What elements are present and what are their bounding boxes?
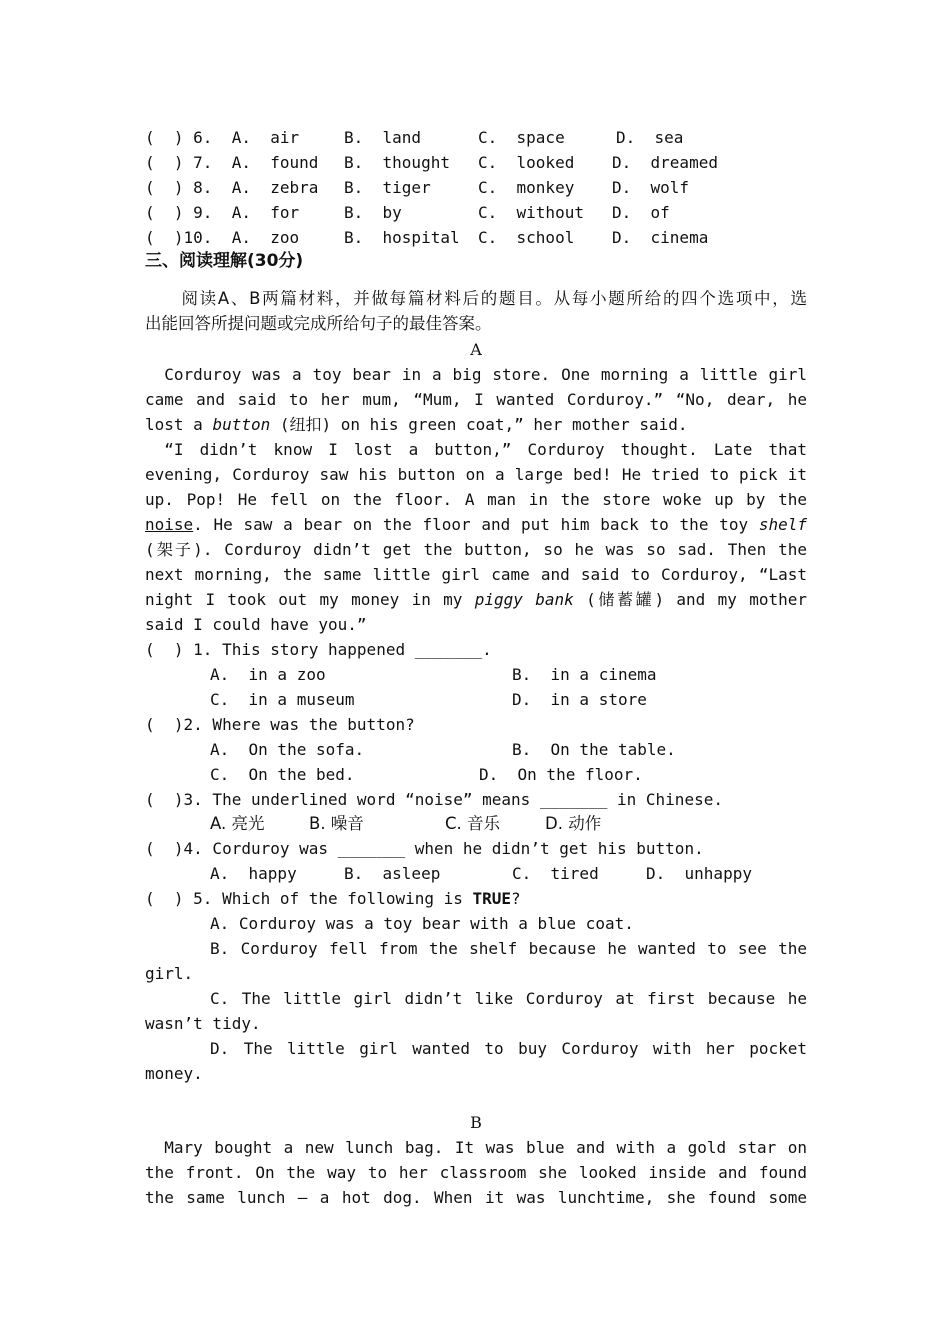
instructions-line-1: 阅读A、B两篇材料，并做每篇材料后的题目。从每小题所给的四个选项中，选 bbox=[145, 289, 807, 308]
passage-a-line: next morning, the same little girl came and said to Corduroy, “Last bbox=[145, 565, 807, 584]
option-a: A. in a zoo bbox=[210, 665, 326, 684]
underlined-word: noise bbox=[145, 515, 194, 534]
option-d: D. 动作 bbox=[545, 814, 602, 833]
passage-a-line: “I didn’t know I lost a button,” Corduroy thought. Late that bbox=[164, 440, 807, 459]
question-5: ( ) 5. Which of the following is TRUE? bbox=[145, 889, 521, 908]
q5-option-d: D. The little girl wanted to buy Corduroy with her pocket bbox=[210, 1039, 807, 1058]
glossed-word: button bbox=[212, 415, 271, 434]
option-b: B. in a cinema bbox=[512, 665, 657, 684]
option-c: C. On the bed. bbox=[210, 765, 355, 784]
option-d: D. On the floor. bbox=[479, 765, 643, 784]
option-d: D. dreamed bbox=[612, 153, 718, 172]
passage-b-line: the same lunch — a hot dog. When it was lunchtime, she found some bbox=[145, 1188, 807, 1207]
passage-a-line: came and said to her mum, “Mum, I wanted Corduroy.” “No, dear, he bbox=[145, 390, 807, 409]
question-number: ( ) 6. A. air bbox=[145, 128, 300, 147]
q1-options-row-1 bbox=[145, 662, 807, 687]
passage-a-line: noise. He saw a bear on the floor and put him back to the toy shelf bbox=[145, 515, 807, 534]
option-d: D. cinema bbox=[612, 228, 709, 247]
cloze-row-8 bbox=[145, 175, 807, 200]
option-c: C. space bbox=[478, 128, 565, 147]
question-number: ( )10. A. zoo bbox=[145, 228, 300, 247]
q3-options bbox=[145, 811, 807, 836]
option-b: B. 噪音 bbox=[309, 814, 364, 833]
option-c: C. in a museum bbox=[210, 690, 355, 709]
option-a: A. happy bbox=[210, 864, 297, 883]
question-2: ( )2. Where was the button? bbox=[145, 715, 415, 734]
question-1: ( ) 1. This story happened _______. bbox=[145, 640, 492, 659]
passage-a-line: (架子). Corduroy didn’t get the button, so he was so sad. Then the bbox=[145, 540, 807, 559]
option-b: B. thought bbox=[344, 153, 450, 172]
passage-b-label: B bbox=[470, 1113, 482, 1132]
q5-option-b-cont: girl. bbox=[145, 964, 194, 983]
q5-option-c: C. The little girl didn’t like Corduroy at first because he bbox=[210, 989, 807, 1008]
cloze-row-7 bbox=[145, 150, 807, 175]
q4-options bbox=[145, 861, 807, 886]
glossed-word: piggy bank bbox=[474, 590, 574, 609]
option-a: A. 亮光 bbox=[210, 814, 265, 833]
cloze-row-10 bbox=[145, 225, 807, 250]
cloze-row-6 bbox=[145, 125, 807, 150]
glossed-word: shelf bbox=[758, 515, 807, 534]
option-a: A. On the sofa. bbox=[210, 740, 365, 759]
q5-option-b: B. Corduroy fell from the shelf because he wanted to see the bbox=[210, 939, 807, 958]
option-b: B. On the table. bbox=[512, 740, 676, 759]
question-4: ( )4. Corduroy was _______ when he didn’t get his button. bbox=[145, 839, 704, 858]
passage-a-label: A bbox=[470, 340, 482, 359]
option-d: D. unhappy bbox=[646, 864, 752, 883]
option-b: B. by bbox=[344, 203, 402, 222]
passage-a-line: evening, Corduroy saw his button on a large bed! He tried to pick it bbox=[145, 465, 807, 484]
passage-a-line: said I could have you.” bbox=[145, 615, 367, 634]
question-3: ( )3. The underlined word “noise” means _______ in Chinese. bbox=[145, 790, 723, 809]
option-c: C. without bbox=[478, 203, 584, 222]
option-d: D. wolf bbox=[612, 178, 690, 197]
option-c: C. looked bbox=[478, 153, 575, 172]
passage-a-line: Corduroy was a toy bear in a big store. One morning a little girl bbox=[164, 365, 807, 384]
section-heading: 三、阅读理解(30分) bbox=[145, 251, 304, 271]
q2-options-row-1 bbox=[145, 737, 807, 762]
option-c: C. tired bbox=[512, 864, 599, 883]
q5-option-d-cont: money. bbox=[145, 1064, 203, 1083]
option-c: C. 音乐 bbox=[445, 814, 501, 833]
emphasis-word: TRUE bbox=[472, 889, 512, 908]
option-b: B. land bbox=[344, 128, 422, 147]
q5-option-a: A. Corduroy was a toy bear with a blue coat. bbox=[210, 914, 634, 933]
passage-a-line: night I took out my money in my piggy bank (储蓄罐) and my mother bbox=[145, 590, 808, 609]
option-d: D. of bbox=[612, 203, 670, 222]
cloze-row-9 bbox=[145, 200, 807, 225]
q2-options-row-2 bbox=[145, 762, 807, 787]
instructions-line-2: 出能回答所提问题或完成所给句子的最佳答案。 bbox=[145, 314, 492, 333]
passage-b-line: Mary bought a new lunch bag. It was blue and with a gold star on bbox=[164, 1138, 807, 1157]
option-d: D. sea bbox=[616, 128, 684, 147]
q1-options-row-2 bbox=[145, 687, 807, 712]
option-b: B. hospital bbox=[344, 228, 460, 247]
question-number: ( ) 8. A. zebra bbox=[145, 178, 319, 197]
option-b: B. asleep bbox=[344, 864, 441, 883]
option-b: B. tiger bbox=[344, 178, 431, 197]
passage-a-line: up. Pop! He fell on the floor. A man in the store woke up by the bbox=[145, 490, 807, 509]
option-d: D. in a store bbox=[512, 690, 647, 709]
question-number: ( ) 9. A. for bbox=[145, 203, 300, 222]
option-c: C. school bbox=[478, 228, 575, 247]
passage-a-line: lost a button (纽扣) on his green coat,” her mother said. bbox=[145, 415, 688, 434]
option-c: C. monkey bbox=[478, 178, 575, 197]
passage-b-line: the front. On the way to her classroom she looked inside and found bbox=[145, 1163, 807, 1182]
q5-option-c-cont: wasn’t tidy. bbox=[145, 1014, 261, 1033]
question-number: ( ) 7. A. found bbox=[145, 153, 319, 172]
